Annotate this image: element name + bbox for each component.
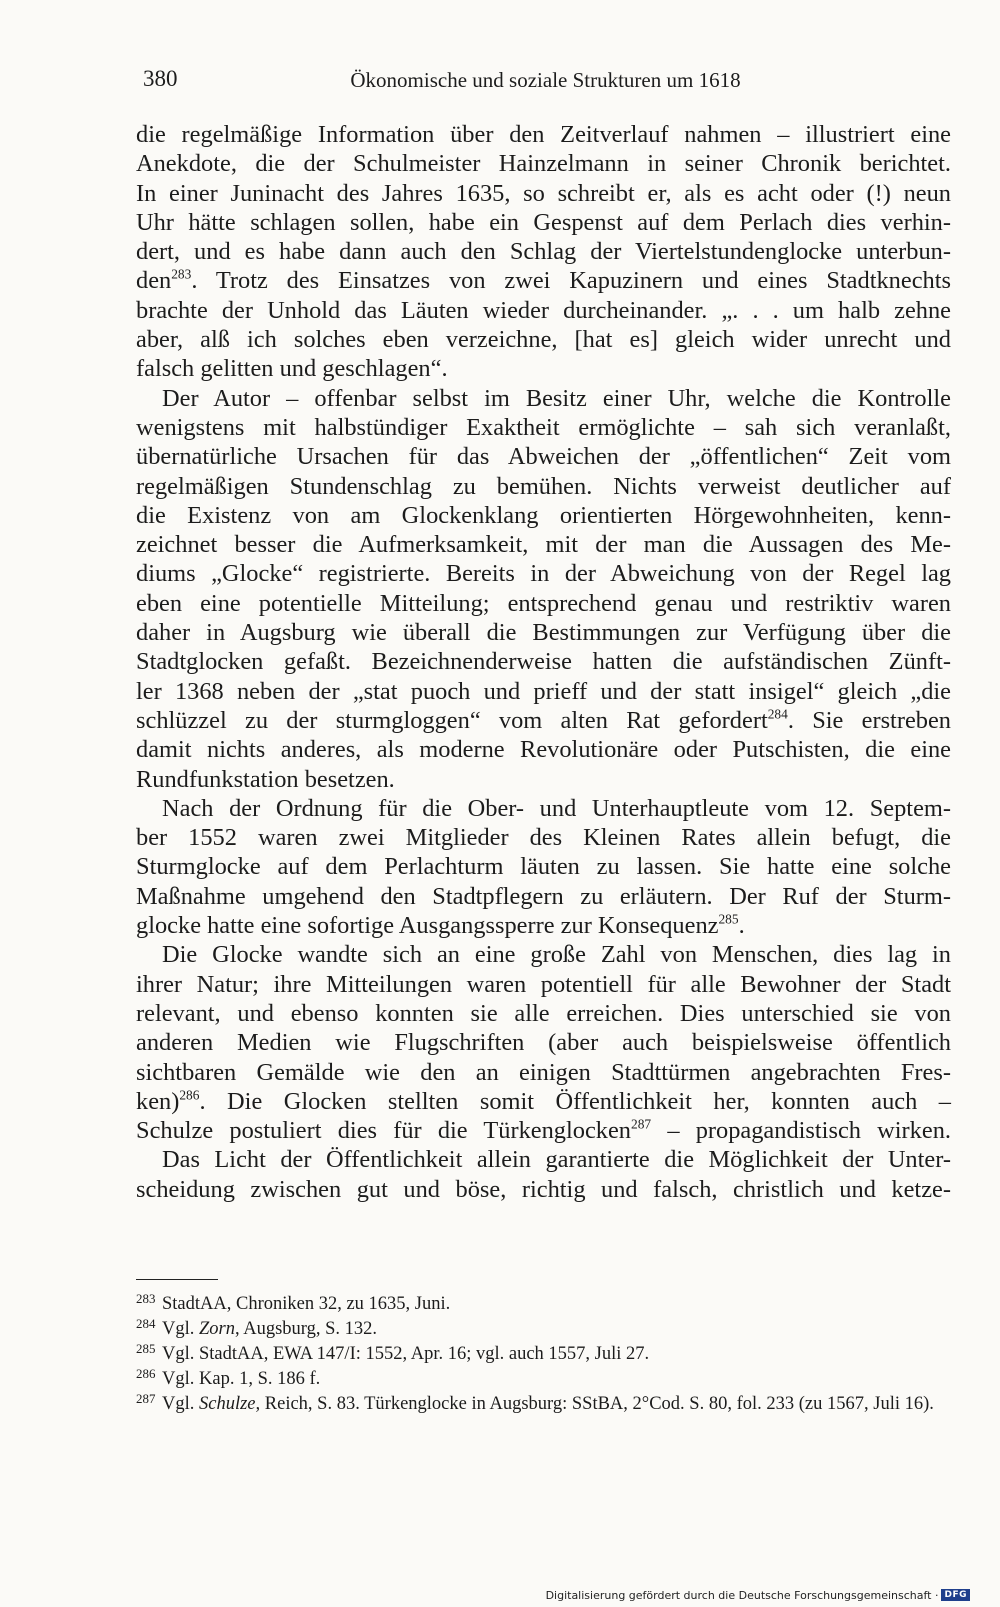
dfg-logo-icon: DFG <box>941 1589 970 1601</box>
footnote-ref: 286 <box>179 1087 200 1103</box>
text-line: die Existenz von am Glockenklang orientierten Hörgewohnheiten, kenn- <box>136 501 951 529</box>
text-line: aber, alß ich solches eben verzeichne, [hat es] gleich wider unrecht und <box>136 326 951 354</box>
running-title: Ökonomische und soziale Strukturen um 1618 <box>350 68 741 92</box>
text-line: Schulze postuliert dies für die Türkenglocken$^{287}$ – propagandistisch wirken. <box>136 1116 951 1145</box>
footnote: 284 Vgl. Zorn, Augsburg, S. 132. <box>136 1316 378 1339</box>
text-line: wenigstens mit halbstündiger Exaktheit ermöglichte – sah sich veranlaßt, <box>136 413 951 441</box>
text-line: falsch gelitten und geschlagen“. <box>136 355 448 383</box>
text-line: eben eine potentielle Mitteilung; entsprechend genau und restriktiv waren <box>136 589 951 617</box>
text-line: Sturmglocke auf dem Perlachturm läuten zu lassen. Sie hatte eine solche <box>136 853 951 881</box>
text-line: Der Autor – offenbar selbst im Besitz einer Uhr, welche die Kontrolle <box>162 384 951 412</box>
body-text <box>136 120 951 1204</box>
text-line: Uhr hätte schlagen sollen, habe ein Gespenst auf dem Perlach dies verhin- <box>136 208 951 236</box>
text-line: ler 1368 neben der „stat puoch und prieff und der statt insigel“ gleich „die <box>136 677 951 705</box>
text-line: ber 1552 waren zwei Mitglieder des Kleinen Rates allein befugt, die <box>136 824 951 852</box>
text-line: Das Licht der Öffentlichkeit allein garantierte die Möglichkeit der Unter- <box>162 1146 951 1174</box>
text-line: übernatürliche Ursachen für das Abweichen der „öffentlichen“ Zeit vom <box>136 443 951 471</box>
text-line: dert, und es habe dann auch den Schlag der Viertelstundenglocke unterbun- <box>136 238 951 266</box>
text-line: Die Glocke wandte sich an eine große Zahl von Menschen, dies lag in <box>162 941 951 969</box>
text-line: damit nichts anderes, als moderne Revolutionäre oder Putschisten, die eine <box>136 736 951 764</box>
footnote: 287 Vgl. Schulze, Reich, S. 83. Türkenglocke in Augsburg: SStBA, 2°Cod. S. 80, fol. 233 (zu 1567, Juli 16). <box>136 1391 934 1414</box>
text-line: den$^{283}$. Trotz des Einsatzes von zwei Kapuzinern und eines Stadtknechts <box>136 267 951 295</box>
page-header <box>143 62 948 92</box>
text-line: brachte der Unhold das Läuten wieder durcheinander. „. . . um halb zehne <box>136 296 951 324</box>
text-line: sichtbaren Gemälde wie den an einigen Stadttürmen angebrachten Fres- <box>136 1058 951 1086</box>
text-line: schlüzzel zu der sturmgloggen“ vom alten Rat gefordert$^{284}$. Sie erstreben <box>136 706 951 734</box>
footnote-ref: 283 <box>171 267 192 283</box>
text-line: regelmäßigen Stundenschlag zu bemühen. Nichts verweist deutlicher auf <box>136 472 951 500</box>
text-line: Nach der Ordnung für die Ober- und Unterhauptleute vom 12. Septem- <box>162 794 951 822</box>
footnote: 286 Vgl. Kap. 1, S. 186 f. <box>136 1366 321 1389</box>
text-line: die regelmäßige Information über den Zeitverlauf nahmen – illustriert eine <box>136 121 951 148</box>
text-line: zeichnet besser die Aufmerksamkeit, mit der man die Aussagen des Me- <box>136 531 951 559</box>
text-line: relevant, und ebenso konnten sie alle erreichen. Dies unterschied sie von <box>136 999 951 1027</box>
cited-author: Schulze, <box>199 1394 261 1414</box>
text-line: ihrer Natur; ihre Mitteilungen waren potentiell für alle Bewohner der Stadt <box>136 970 951 998</box>
text-line: Anekdote, die der Schulmeister Hainzelmann in seiner Chronik berichtet. <box>136 150 951 178</box>
text-line: ken)$^{286}$. Die Glocken stellten somit Öffentlichkeit her, konnten auch – <box>136 1087 951 1115</box>
text-line: daher in Augsburg wie überall die Bestimmungen zur Verfügung über die <box>136 619 951 647</box>
text-line: anderen Medien wie Flugschriften (aber auch beispielsweise öffentlich <box>136 1029 951 1057</box>
footnotes <box>136 1292 951 1417</box>
digitization-credit <box>546 1587 970 1603</box>
text-line: Maßnahme umgehend den Stadtpflegern zu erläutern. Der Ruf der Sturm- <box>136 882 951 910</box>
text-line: glocke hatte eine sofortige Ausgangssperre zur Konsequenz$^{285}$. <box>136 911 745 940</box>
text-line: Stadtglocken gefaßt. Bezeichnenderweise hatten die aufständischen Zünft- <box>136 648 951 676</box>
cited-author: Zorn <box>199 1319 235 1339</box>
footnote: 285 Vgl. StadtAA, EWA 147/I: 1552, Apr. 16; vgl. auch 1557, Juli 27. <box>136 1341 650 1364</box>
footnote-ref: 285 <box>718 911 739 927</box>
text-line: diums „Glocke“ registrierte. Bereits in der Abweichung von der Regel lag <box>136 560 951 588</box>
footnote: 283 StadtAA, Chroniken 32, zu 1635, Juni. <box>136 1291 451 1314</box>
footnote-divider <box>136 1279 218 1280</box>
footnote-ref: 287 <box>631 1116 652 1132</box>
text-line: Rundfunkstation besetzen. <box>136 765 395 793</box>
text-line: scheidung zwischen gut und böse, richtig und falsch, christlich und ketze- <box>136 1175 951 1203</box>
text-line: In einer Juninacht des Jahres 1635, so schreibt er, als es acht oder (!) neun <box>136 179 951 207</box>
credit-text: Digitalisierung gefördert durch die Deutsche Forschungsgemeinschaft · <box>545 1588 939 1602</box>
footnote-ref: 284 <box>767 706 788 722</box>
page-number: 380 <box>143 66 178 91</box>
